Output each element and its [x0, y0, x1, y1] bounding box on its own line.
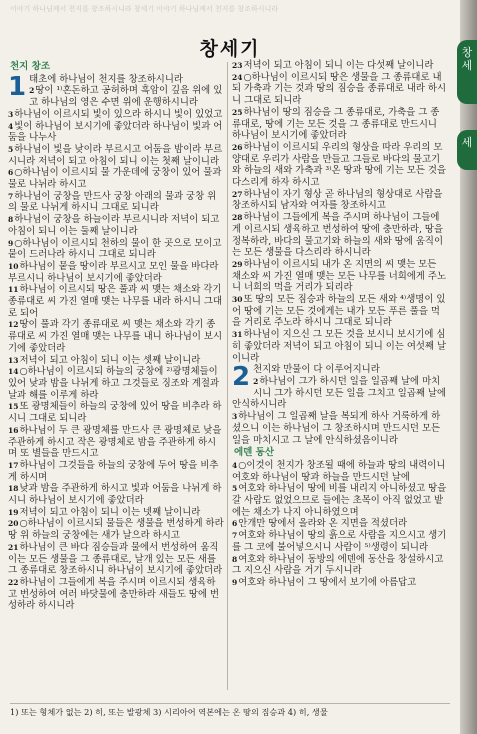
verse-number: 14 — [8, 367, 19, 377]
verse — [232, 460, 448, 483]
verse — [232, 189, 448, 212]
book-title: 창세기 — [199, 38, 261, 60]
verse — [8, 167, 224, 190]
verse-number: 3 — [8, 109, 14, 119]
verse-number: 5 — [8, 144, 14, 154]
footnotes: 1) 또는 형체가 없는 2) 히, 또는 발광체 3) 시리아어 역본에는 온 땅의 짐승과 4) 히, 생물 — [10, 707, 328, 717]
chapter-number: 1 — [8, 71, 27, 102]
verse-number: 6 — [8, 168, 14, 178]
verse-text: 빛이 하나님이 보시기에 좋았더라 하나님이 빛과 어둠을 나누사 — [8, 120, 223, 144]
chapter-number: 2 — [232, 362, 251, 393]
verse-number: 4 — [232, 460, 238, 470]
verse-text: 하나님이 그 일곱째 날을 복되게 하사 거룩하게 하셨으니 이는 하나님이 그 창조하시며 만드시던 모든 일을 마치시고 그 날에 안식하셨음이니라 — [232, 411, 441, 446]
verse — [8, 284, 224, 319]
left-column — [8, 60, 224, 612]
verse-text: 여호와 하나님이 땅의 흙으로 사람을 지으시고 생기를 그 코에 불어넣으시니 사람이 ⁵⁾생령이 되니라 — [232, 530, 447, 553]
verse-number: 11 — [8, 285, 19, 295]
verse-number: 31 — [232, 330, 243, 340]
verse-text: ○하나님이 이르시되 물들은 생물을 번성하게 하라 땅 위 하늘의 궁창에는 새가 날으라 하시고 — [8, 518, 224, 542]
verse-number: 22 — [8, 577, 19, 587]
verse-text: 또 광명체들이 하늘의 궁창에 있어 땅을 비추라 하시니 그대로 되니라 — [8, 401, 222, 425]
verse-text: 태초에 하나님이 천지를 창조하시니라 — [29, 73, 183, 85]
verse-number: 28 — [232, 213, 243, 223]
verse — [232, 577, 448, 589]
verse — [232, 376, 448, 411]
thumb-index-tab[interactable] — [457, 40, 477, 104]
verse-number: 12 — [8, 320, 19, 330]
verse — [8, 425, 224, 460]
verse-text: 하나님이 그가 하시던 일을 일곱째 날에 마치시니 그가 하시던 모든 일을 그치고 일곱째 날에 안식하시니라 — [232, 375, 447, 411]
verse-text: 하나님이 그들에게 복을 주시며 하나님이 그들에게 이르시되 생육하고 번성하여 땅에 충만하라, 땅을 정복하라, 바다의 물고기와 하늘의 새와 땅에 움직이는 모든 생물을 다스리라 하시니라 — [232, 212, 444, 259]
verse-text: 하나님이 땅의 짐승을 그 종류대로, 가축을 그 종류대로, 땅에 기는 모든 것을 그 종류대로 만드시니 하나님이 보시기에 좋았더라 — [232, 106, 440, 142]
page-edge — [460, 0, 477, 734]
verse-text: 낮과 밤을 주관하게 하시고 빛과 어둠을 나뉘게 하시니 하나님이 보시기에 좋았더라 — [8, 483, 222, 507]
verse-text: ○이것이 천지가 창조될 때에 하늘과 땅의 내력이니 여호와 하나님이 땅과 하늘을 만드시던 날에 — [232, 459, 446, 483]
verse — [8, 191, 224, 214]
verse-number: 3 — [232, 412, 238, 422]
verse — [8, 109, 224, 121]
column-divider — [227, 62, 228, 690]
verse-text: 여호와 하나님이 땅에 비를 내리지 아니하셨고 땅을 갈 사람도 없었으므로 들에는 초목이 아직 없었고 밭에는 채소가 나지 아니하였으며 — [232, 483, 447, 518]
verse-text: 하나님이 그것들을 하늘의 궁창에 두어 땅을 비추게 하시며 — [8, 459, 219, 483]
running-head: 이야기 하나님께서 천지를 창조하시니라 창세기 이야기 하나님께서 천지를 창조하시니라 — [10, 5, 278, 13]
verse-text: 하나님이 뭍을 땅이라 부르시고 모인 물을 바다라 부르시니 하나님이 보시기에 좋았더라 — [8, 260, 219, 284]
verse-text: 하나님이 궁창을 하늘이라 부르시니라 저녁이 되고 아침이 되니 이는 둘째 날이니라 — [8, 214, 220, 237]
verse-number: 4 — [8, 121, 14, 131]
verse — [232, 483, 448, 518]
verse-text: ○하나님이 이르시되 천하의 물이 한 곳으로 모이고 뭍이 드러나라 하시니 그대로 되니라 — [8, 237, 222, 261]
verse-number: 8 — [8, 215, 14, 225]
verse-text: 여호와 하나님이 그 땅에서 보기에 아름답고 — [238, 576, 417, 588]
verse-number: 16 — [8, 425, 19, 435]
verse-number: 6 — [232, 519, 238, 529]
verse-number: 25 — [232, 107, 243, 117]
verse — [232, 518, 448, 530]
verse — [232, 60, 448, 72]
verse-text: ○하나님이 이르시되 물 가운데에 궁창이 있어 물과 물로 나뉘라 하시고 — [8, 167, 222, 191]
verse — [8, 507, 224, 519]
verse-number: 2 — [29, 86, 35, 96]
verse — [8, 460, 224, 483]
verse-text: ○하나님이 이르시되 땅은 생물을 그 종류대로 내되 가축과 기는 것과 땅의 짐승을 종류대로 내라 하시니 그대로 되니라 — [232, 71, 447, 107]
verse-text: 하나님이 큰 바다 짐승들과 물에서 번성하여 움직이는 모든 생물을 그 종류대로, 날개 있는 모든 새를 그 종류대로 창조하시니 하나님이 보시기에 좋았더라 — [8, 541, 223, 577]
verse-text: 하나님이 이르시되 우리의 형상을 따라 우리의 모양대로 우리가 사람을 만들고 그들로 바다의 물고기와 하늘의 새와 가축과 ³⁾온 땅과 땅에 기는 모든 것을 다스리게 하자 하시고 — [232, 141, 447, 189]
verse-number: 24 — [232, 72, 243, 82]
tab-label: 세 — [461, 136, 473, 149]
verse-number: 9 — [8, 238, 14, 248]
verse-number: 21 — [8, 542, 19, 552]
verse — [8, 144, 224, 167]
verse — [8, 319, 224, 354]
verse — [8, 85, 224, 108]
verse — [8, 355, 224, 367]
thumb-index-tab[interactable] — [457, 130, 477, 170]
verse-text: 하나님이 자기 형상 곧 하나님의 형상대로 사람을 창조하시되 남자와 여자를 창조하시고 — [232, 188, 443, 212]
verse-text: 하나님이 궁창을 만드사 궁창 아래의 물과 궁창 위의 물로 나뉘게 하시니 그대로 되니라 — [8, 190, 217, 214]
verse-number: 26 — [232, 142, 243, 152]
verse-number: 19 — [8, 507, 19, 517]
verse — [8, 518, 224, 541]
verse-number: 2 — [253, 376, 259, 386]
verse — [232, 329, 448, 364]
verse-text: ○하나님이 이르시되 하늘의 궁창에 ²⁾광명체들이 있어 낮과 밤을 나뉘게 하고 그것들로 징조와 계절과 날과 해를 이루게 하라 — [8, 366, 220, 401]
verse — [8, 366, 224, 401]
verse — [232, 530, 448, 553]
verse-number: 8 — [232, 554, 238, 564]
verse-number: 10 — [8, 261, 19, 271]
verse-number: 5 — [232, 484, 238, 494]
verse-text: 하나님이 지으신 그 모든 것을 보시니 보시기에 심히 좋았더라 저녁이 되고 아침이 되니 이는 여섯째 날이니라 — [232, 329, 447, 364]
verse-text: 하나님이 빛을 낮이라 부르시고 어둠을 밤이라 부르시니라 저녁이 되고 아침이 되니 이는 첫째 날이니라 — [8, 143, 223, 167]
verse-number: 27 — [232, 189, 243, 199]
tab-label: 창세 — [461, 46, 473, 72]
section-heading: 천지 창조 — [10, 61, 51, 72]
verse-text: 안개만 땅에서 올라와 온 지면을 적셨더라 — [238, 518, 408, 530]
verse-text: 천지와 만물이 다 이루어지니라 — [253, 364, 380, 376]
verse — [232, 554, 448, 577]
verse-text: 하나님이 이르시되 내가 온 지면의 씨 맺는 모든 채소와 씨 가진 열매 맺는 모든 나무를 너희에게 주노니 너희의 먹을 거리가 되리라 — [232, 258, 447, 294]
verse — [8, 214, 224, 237]
verse-text: 여호와 하나님이 동방의 에덴에 동산을 창설하시고 그 지으신 사람을 거기 두시니라 — [232, 553, 444, 577]
verse-number: 29 — [232, 259, 243, 269]
verse-number: 7 — [8, 191, 14, 201]
verse-number: 7 — [232, 531, 238, 541]
verse — [8, 261, 224, 284]
verse — [8, 238, 224, 261]
verse-text: 하나님이 이르시되 빛이 있으라 하시니 빛이 있었고 — [14, 108, 223, 120]
verse — [8, 483, 224, 506]
section-heading: 에덴 동산 — [234, 447, 275, 459]
verse-text: 하나님이 이르시되 땅은 풀과 씨 맺는 채소와 각기 종류대로 씨 가진 열매 맺는 나무를 내라 하시니 그대로 되어 — [8, 284, 223, 319]
verse-number: 9 — [232, 577, 238, 587]
verse-number: 30 — [232, 295, 243, 305]
verse — [8, 577, 224, 612]
verse — [8, 542, 224, 577]
verse — [8, 401, 224, 424]
verse-number: 13 — [8, 355, 19, 365]
verse-text: 땅이 ¹⁾혼돈하고 공허하며 흑암이 깊음 위에 있고 하나님의 영은 수면 위에 운행하시니라 — [29, 85, 223, 109]
verse — [232, 72, 448, 107]
verse — [232, 142, 448, 189]
verse-text: 저녁이 되고 아침이 되니 이는 셋째 날이니라 — [19, 354, 201, 366]
verse-text: 땅이 풀과 각기 종류대로 씨 맺는 채소와 각기 종류대로 씨 가진 열매 맺는 나무를 내니 하나님이 보시기에 좋았더라 — [8, 319, 223, 354]
verse-number: 23 — [232, 61, 243, 70]
verse — [232, 411, 448, 446]
verse-text: 저녁이 되고 아침이 되니 이는 넷째 날이니라 — [19, 506, 201, 518]
verse — [232, 107, 448, 142]
verse — [8, 121, 224, 144]
verse-text: 하나님이 그들에게 복을 주시며 이르시되 생육하고 번성하여 여러 바닷물에 충만하라 새들도 땅에 번성하라 하시니라 — [8, 576, 220, 612]
verse-number: 20 — [8, 519, 19, 529]
verse-text: 저녁이 되고 아침이 되니 이는 다섯째 날이니라 — [243, 60, 434, 71]
verse-number: 15 — [8, 402, 19, 412]
verse — [232, 259, 448, 294]
right-column — [232, 60, 448, 589]
verse — [232, 212, 448, 259]
verse-text: 또 땅의 모든 짐승과 하늘의 모든 새와 ⁴⁾생명이 있어 땅에 기는 모든 것에게는 내가 모든 푸른 풀을 먹을 거리로 주노라 하시니 그대로 되니라 — [232, 294, 446, 329]
verse-number: 18 — [8, 484, 19, 494]
verse — [232, 294, 448, 329]
footnote-rule — [10, 703, 450, 704]
verse-number: 17 — [8, 460, 19, 470]
verse-text: 하나님이 두 큰 광명체를 만드사 큰 광명체로 낮을 주관하게 하시고 작은 광명체로 밤을 주관하게 하시며 또 별들을 만드시고 — [8, 424, 222, 460]
